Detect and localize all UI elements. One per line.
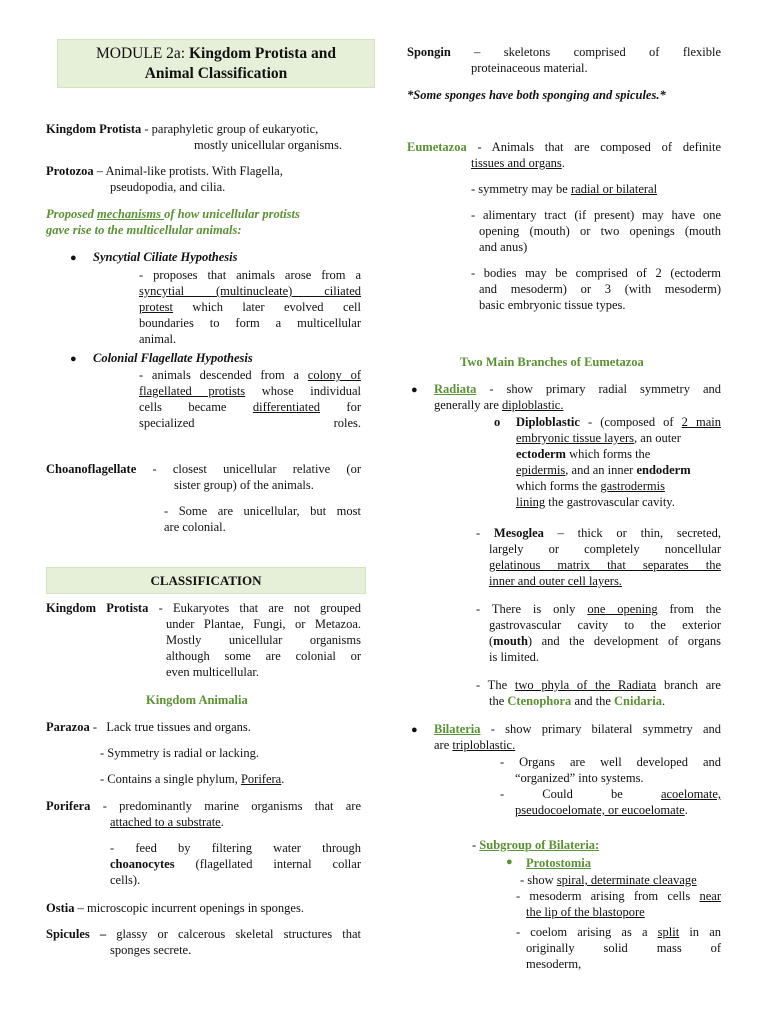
bullet-icon: ●: [70, 353, 77, 365]
kingdom-protista-classification: Kingdom Protista - Eukaryotes that are not grouped under Plantae, Fungi, or Metazoa. Mostly unicellular organisms although some are colonial or even multicellular.: [46, 601, 361, 679]
protostomia-heading: Protostomia: [526, 856, 592, 870]
two-main-branches-heading: Two Main Branches of Eumetazoa: [460, 355, 644, 369]
spongin-definition: Spongin – skeletons comprised of flexible proteinaceous material.: [407, 45, 721, 75]
title-prefix: MODULE 2a:: [96, 45, 189, 62]
protozoa-definition: Protozoa – Animal-like protists. With Flagella, pseudopodia, and cilia.: [46, 164, 283, 194]
bilateria-details: - Organs are well developed and “organized” into systems. - Could be acoelomate, pseudocoelomate, or eucoelomate.: [500, 755, 721, 817]
syncytial-hypothesis-title: Syncytial Ciliate Hypothesis: [93, 250, 238, 264]
green-bullet-icon: ●: [506, 856, 513, 868]
circle-bullet-icon: o: [494, 415, 501, 429]
bilateria-definition: Bilateria - show primary bilateral symmetry and are triploblastic.: [434, 722, 721, 752]
classification-heading: CLASSIFICATION: [46, 567, 366, 594]
proposed-mechanisms-heading: Proposed mechanisms of how unicellular protists gave rise to the multicellular animals:: [46, 207, 300, 237]
ostia-definition: Ostia – microscopic incurrent openings in sponges.: [46, 901, 304, 915]
module-title: [57, 39, 375, 88]
bullet-icon: ●: [411, 724, 418, 736]
kingdom-animalia-heading: Kingdom Animalia: [146, 693, 248, 707]
sponges-note: *Some sponges have both sponging and spicules.*: [407, 88, 666, 102]
bullet-icon: ●: [411, 384, 418, 396]
syncytial-hypothesis-body: - proposes that animals arose from a syncytial (multinucleate) ciliated protest which later evolved cell boundaries to form a multicellular animal.: [139, 268, 361, 346]
protostomia-details: - show spiral, determinate cleavage - mesoderm arising from cells near the lip of the blastopore - coelom arising as a split in an originally solid mass of mesoderm,: [516, 873, 721, 971]
colonial-hypothesis-title: Colonial Flagellate Hypothesis: [93, 351, 253, 365]
bullet-icon: ●: [70, 252, 77, 264]
kingdom-protista-definition: Kingdom Protista - paraphyletic group of eukaryotic, mostly unicellular organisms.: [46, 122, 343, 152]
mesoglea-definition: - Mesoglea – thick or thin, secreted, largely or completely noncellular gelatinous matrix that separates the inner and outer cell layers.: [476, 526, 721, 588]
radiata-phyla-note: - The two phyla of the Radiata branch are the Ctenophora and the Cnidaria.: [476, 678, 721, 708]
subgroup-bilateria-heading: - Subgroup of Bilateria:: [472, 838, 600, 852]
parazoa-definition: Parazoa - Lack true tissues and organs. - Symmetry is radial or lacking. - Contains a single phylum, Porifera.: [46, 720, 285, 786]
eumetazoa-definition: Eumetazoa - Animals that are composed of definite tissues and organs. - symmetry may be radial or bilateral - alimentary tract (if present) may have one opening (mouth) or two openings (mouth and anus) - bodies may be comprised of 2 (ectoderm and mesoderm) or 3 (with mesoderm) basic embryonic tissue types.: [407, 140, 721, 312]
diploblastic-definition: Diploblastic - (composed of 2 main embryonic tissue layers, an outer ectoderm which forms the epidermis, and an inner endoderm which forms the gastrodermis lining the gastrovascular cavity.: [516, 415, 722, 509]
spicules-definition: Spicules – glassy or calcerous skeletal structures that sponges secrete.: [46, 927, 362, 957]
colonial-hypothesis-body: - animals descended from a colony of flagellated protists whose individual cells became differentiated for specialized roles.: [139, 368, 362, 430]
radiata-definition: Radiata - show primary radial symmetry and generally are diploblastic.: [434, 382, 721, 412]
title-part-1: Kingdom Protista and: [189, 45, 336, 62]
porifera-definition: Porifera - predominantly marine organisms that are attached to a substrate. - feed by filtering water through choanocytes (flagellated internal collar cells).: [46, 799, 361, 887]
choanoflagellate-definition: Choanoflagellate - closest unicellular relative (or sister group) of the animals. - Some are unicellular, but most are colonial.: [46, 462, 361, 534]
one-opening-note: - There is only one opening from the gastrovascular cavity to the exterior (mouth) and the development of organs is limited.: [476, 602, 721, 664]
title-part-2: Animal Classification: [144, 65, 288, 82]
